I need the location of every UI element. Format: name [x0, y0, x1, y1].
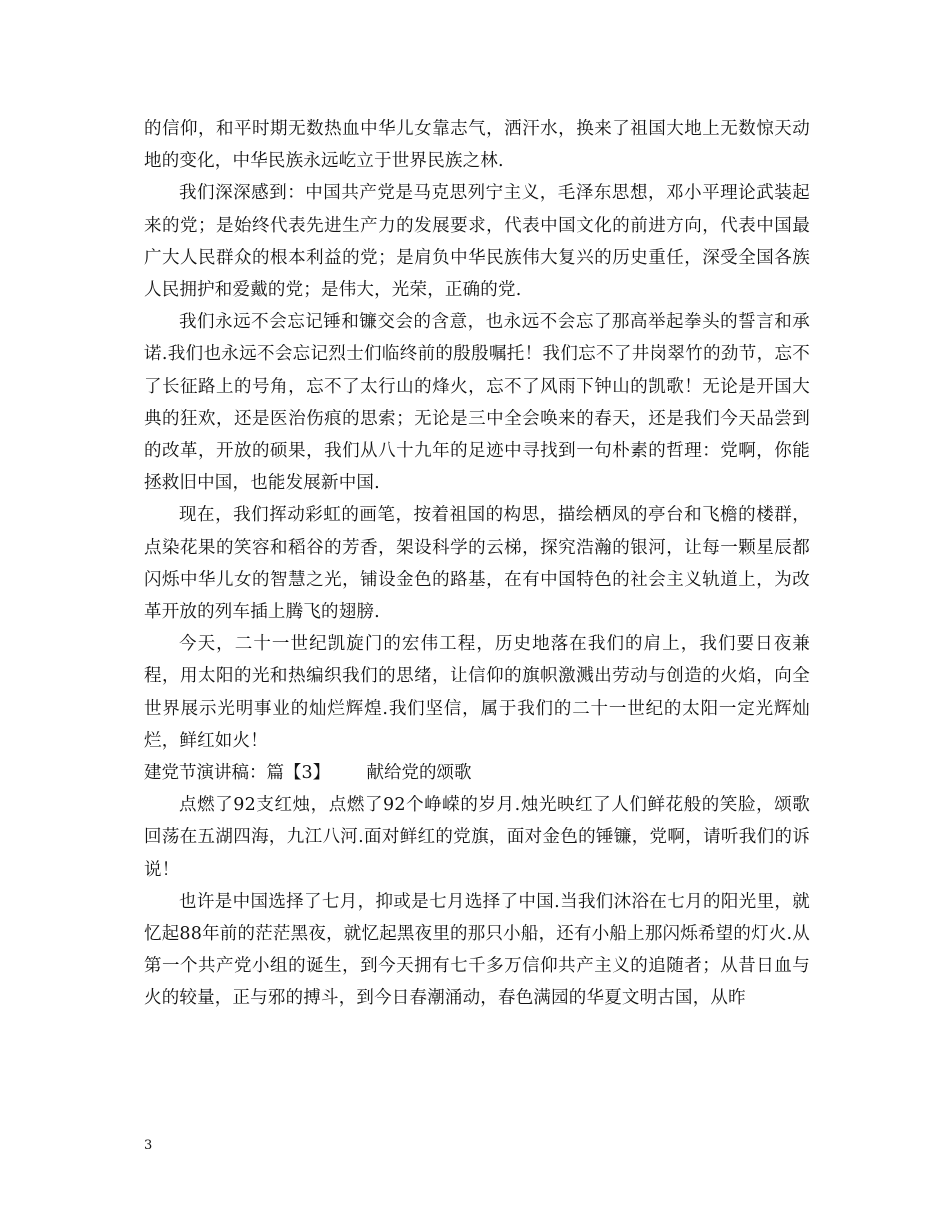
paragraph-7: 也许是中国选择了七月，抑或是七月选择了中国.当我们沐浴在七月的阳光里，就忆起88年前的茫茫黑夜，就忆起黑夜里的那只小船，还有小船上那闪烁希望的灯火.从第一个共产党小组的诞生，到今天拥有七千多万信仰共产主义的追随者；从昔日血与火的较量，正与邪的搏斗，到今日春潮涌动，春色满园的华夏文明古国，从昨 — [144, 891, 810, 1009]
paragraph-1: 的信仰，和平时期无数热血中华儿女靠志气，洒汗水，换来了祖国大地上无数惊天动地的变化，中华民族永远屹立于世界民族之林. — [144, 119, 810, 172]
paragraph-2: 我们深深感到：中国共产党是马克思列宁主义，毛泽东思想，邓小平理论武装起来的党；是始终代表先进生产力的发展要求，代表中国文化的前进方向，代表中国最广大人民群众的根本利益的党；是肩负中华民族伟大复兴的历史重任，深受全国各族人民拥护和爱戴的党；是伟大，光荣，正确的党. — [144, 183, 810, 301]
paragraph-5: 今天，二十一世纪凯旋门的宏伟工程，历史地落在我们的肩上，我们要日夜兼程，用太阳的光和热编织我们的思绪，让信仰的旗帜激溅出劳动与创造的火焰，向全世界展示光明事业的灿烂辉煌.我们坚信，属于我们的二十一世纪的太阳一定光辉灿烂，鲜红如火！ — [144, 634, 810, 751]
paragraph-4: 现在，我们挥动彩虹的画笔，按着祖国的构思，描绘栖凤的亭台和飞檐的楼群，点染花果的笑容和稻谷的芳香，架设科学的云梯，探究浩瀚的银河，让每一颗星辰都闪烁中华儿女的智慧之光，铺设金色的路基，在有中国特色的社会主义轨道上，为改革开放的列车插上腾飞的翅膀. — [144, 505, 810, 623]
page-number: 3 — [144, 1138, 153, 1153]
paragraph-3: 我们永远不会忘记锤和镰交会的含意，也永远不会忘了那高举起拳头的誓言和承诺.我们也永远不会忘记烈士们临终前的殷殷嘱托！我们忘不了井岗翠竹的劲节，忘不了长征路上的号角，忘不了太行山的烽火，忘不了风雨下钟山的凯歌！无论是开国大典的狂欢，还是医治伤痕的思索；无论是三中全会唤来的春天，还是我们今天品尝到的改革，开放的硕果，我们从八十九年的足迹中寻找到一句朴素的哲理：党啊，你能拯救旧中国，也能发展新中国. — [144, 312, 810, 494]
paragraph-6: 点燃了92支红烛，点燃了92个峥嵘的岁月.烛光映红了人们鲜花般的笑脸，颂歌回荡在五湖四海，九江八河.面对鲜红的党旗，面对金色的锤镰，党啊，请听我们的诉说！ — [144, 795, 810, 880]
section-heading: 建党节演讲稿：篇【3】 献给党的颂歌 — [144, 763, 472, 784]
body-text — [144, 113, 810, 1015]
